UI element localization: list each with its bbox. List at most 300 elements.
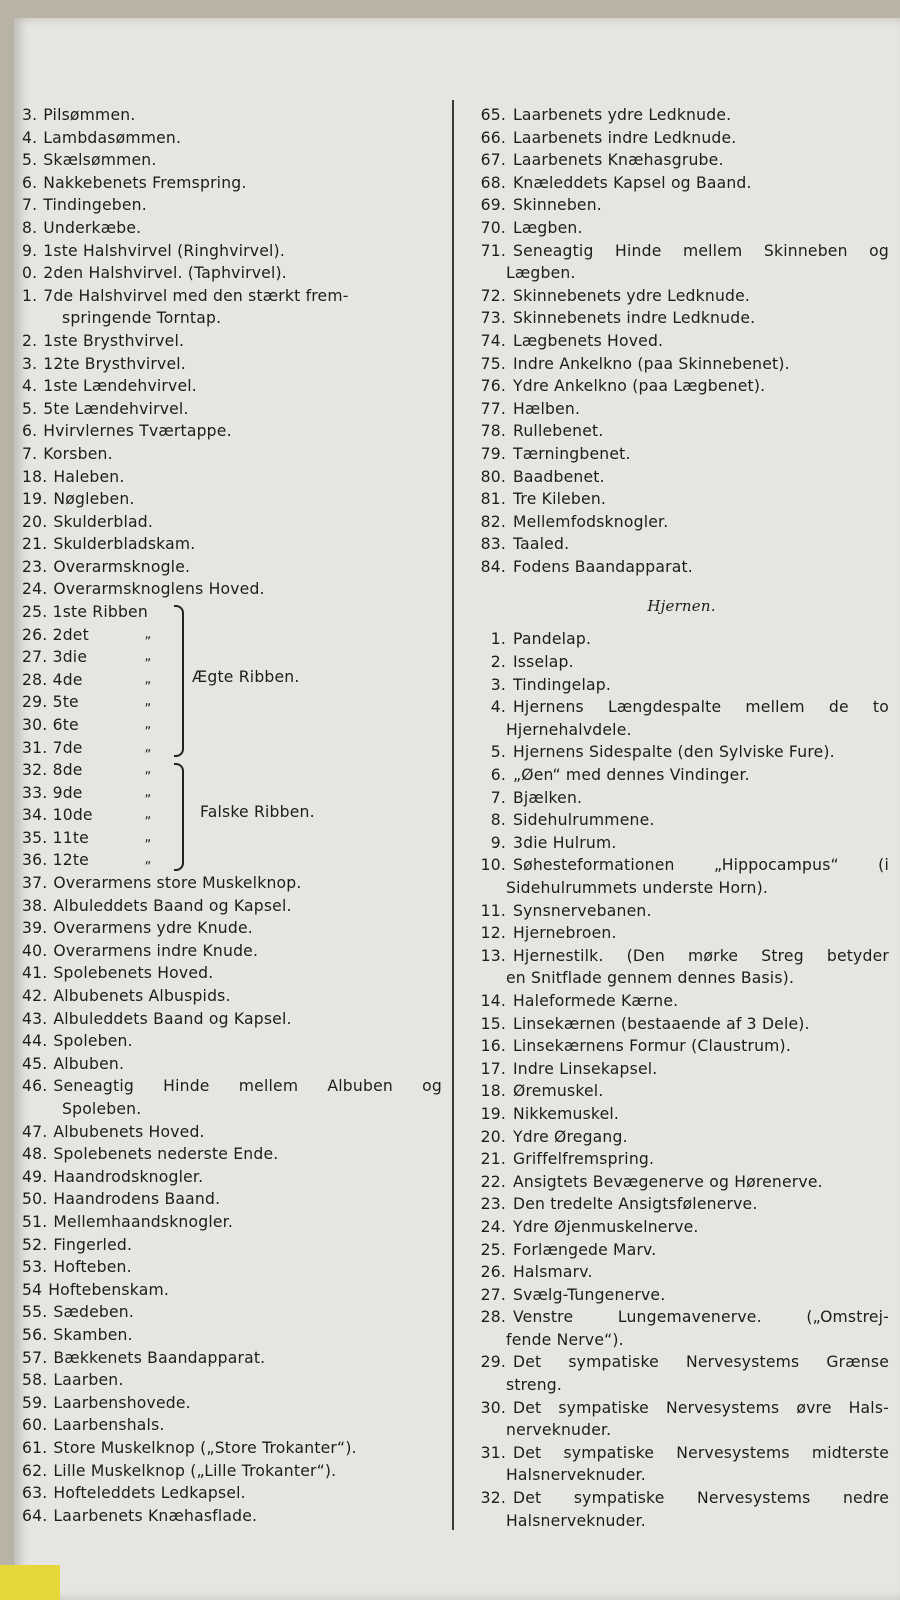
list-item — [22, 556, 442, 579]
item-number: 49. — [22, 1167, 48, 1186]
item-text: Spoleben. — [53, 1032, 133, 1051]
item-number: 52. — [22, 1235, 48, 1254]
item-number: 60. — [22, 1416, 48, 1435]
item-number: 3. — [22, 106, 38, 124]
list-item — [22, 398, 442, 421]
list-item — [22, 1008, 442, 1031]
list-item — [474, 854, 889, 877]
item-number: 5. — [22, 151, 38, 170]
item-number: 29. — [22, 693, 48, 712]
item-text: Halsnerveknuder. — [506, 1511, 646, 1530]
item-number: 4. — [490, 698, 506, 717]
item-text: Skulderbladskam. — [53, 535, 196, 554]
item-text: Lille Muskelknop („Lille Trokanter“). — [53, 1461, 337, 1480]
item-number: 0. — [22, 264, 38, 283]
list-item — [474, 809, 889, 832]
list-item — [474, 832, 889, 855]
item-text: Mellemfodsknogler. — [513, 512, 669, 531]
list-item — [474, 764, 889, 787]
list-item — [474, 262, 889, 285]
item-number: 32. — [480, 1489, 506, 1508]
ditto-mark: „ — [144, 694, 152, 710]
item-text: Det sympatiske Nervesystems Grænse — [513, 1353, 889, 1372]
list-item — [474, 1329, 889, 1352]
item-number: 2. — [22, 331, 38, 350]
list-item — [474, 104, 889, 127]
item-text: 10de — [52, 806, 93, 825]
item-number: 46. — [22, 1077, 48, 1096]
item-number: 83. — [480, 535, 506, 554]
item-text: Skælsømmen. — [43, 151, 157, 170]
item-text: Tindingeben. — [43, 196, 147, 215]
list-item — [474, 240, 889, 263]
item-number: 1. — [22, 286, 38, 305]
list-item — [22, 353, 442, 376]
item-text: 5te Lændehvirvel. — [43, 399, 189, 418]
list-item — [22, 1256, 442, 1279]
item-number: 77. — [480, 399, 506, 418]
item-number: 6. — [22, 422, 38, 441]
rib-label — [22, 849, 118, 872]
list-item — [474, 967, 889, 990]
item-number: 63. — [22, 1484, 48, 1503]
item-text: Albubenets Hoved. — [53, 1122, 205, 1141]
item-text: Skinneben. — [513, 196, 602, 215]
list-item — [22, 1143, 442, 1166]
right-list — [474, 104, 889, 578]
list-item — [474, 1126, 889, 1149]
list-item — [22, 1166, 442, 1189]
ditto-mark: „ — [144, 649, 152, 665]
item-number: 36. — [22, 851, 48, 870]
item-text: Tindingelap. — [513, 675, 612, 694]
ditto-mark: „ — [144, 717, 152, 733]
rib-label — [22, 782, 118, 805]
item-text: Albuben. — [53, 1054, 125, 1073]
list-item — [22, 511, 442, 534]
list-item — [22, 104, 442, 127]
rib-label — [22, 646, 118, 669]
item-number: 41. — [22, 964, 48, 983]
rib-label — [22, 601, 148, 624]
item-text: Haandrodens Baand. — [53, 1190, 221, 1209]
item-text: Store Muskelknop („Store Trokanter“). — [53, 1438, 357, 1457]
background-corner — [0, 1565, 60, 1600]
item-text: Hjernehalvdele. — [506, 720, 632, 739]
list-item — [22, 1053, 442, 1076]
list-item — [474, 877, 889, 900]
item-number: 31. — [480, 1443, 506, 1462]
item-text: Tre Kileben. — [513, 490, 607, 509]
item-text: nerveknuder. — [506, 1421, 612, 1440]
item-number: 5. — [490, 743, 506, 762]
item-number: 74. — [480, 331, 506, 350]
list-item — [22, 127, 442, 150]
item-text: Det sympatiske Nervesystems øvre Hals- — [513, 1398, 889, 1417]
item-text: Hjernens Længdespalte mellem de to — [513, 698, 889, 717]
list-item — [474, 127, 889, 150]
ditto-mark: „ — [144, 626, 152, 642]
item-number: 69. — [480, 196, 506, 215]
item-text: Bækkenets Baandapparat. — [53, 1348, 266, 1367]
list-item — [22, 1482, 442, 1505]
item-text: Seneagtig Hinde mellem Albuben og — [53, 1077, 442, 1096]
item-text: 1ste Brysthvirvel. — [43, 331, 185, 350]
item-text: Overarmens ydre Knude. — [53, 919, 253, 938]
list-item — [474, 719, 889, 742]
list-item — [474, 511, 889, 534]
list-item — [474, 398, 889, 421]
item-text: 8de — [52, 761, 83, 780]
item-text: 11te — [52, 828, 89, 847]
list-item — [22, 1121, 442, 1144]
item-number: 31. — [22, 738, 48, 757]
item-number: 4. — [22, 128, 38, 147]
list-item — [22, 330, 442, 353]
rib-item — [22, 737, 442, 760]
item-number: 66. — [480, 128, 506, 147]
item-number: 55. — [22, 1303, 48, 1322]
item-text: Skamben. — [53, 1325, 133, 1344]
item-text: Spolebenets Hoved. — [53, 964, 214, 983]
list-item — [474, 1103, 889, 1126]
item-text: Venstre Lungemavenerve. („Omstrej- — [513, 1308, 889, 1327]
list-item — [22, 962, 442, 985]
item-number: 71. — [480, 241, 506, 260]
item-text: Overarmens store Muskelknop. — [53, 874, 302, 893]
item-number: 51. — [22, 1212, 48, 1231]
item-text: Det sympatiske Nervesystems midterste — [513, 1443, 889, 1462]
list-item — [22, 1347, 442, 1370]
item-text: Albuleddets Baand og Kapsel. — [53, 896, 292, 915]
item-text: Nakkebenets Fremspring. — [43, 173, 247, 192]
item-text: Sidehulrummene. — [513, 811, 655, 830]
item-text: Skulderblad. — [53, 512, 154, 531]
list-item — [22, 1188, 442, 1211]
item-text: Ydre Øregang. — [513, 1127, 628, 1146]
list-item — [474, 1080, 889, 1103]
list-item — [22, 985, 442, 1008]
false-ribs-brace — [174, 763, 184, 871]
list-item — [474, 1216, 889, 1239]
list-item — [22, 872, 442, 895]
list-item — [22, 420, 442, 443]
list-item — [22, 1505, 442, 1528]
item-number: 58. — [22, 1371, 48, 1390]
item-text: Tærningbenet. — [513, 444, 631, 463]
rib-label — [22, 624, 118, 647]
list-item — [474, 1239, 889, 1262]
list-item — [22, 1369, 442, 1392]
item-number: 50. — [22, 1190, 48, 1209]
item-text: Mellemhaandsknogler. — [53, 1212, 234, 1231]
item-number: 79. — [480, 444, 506, 463]
item-text: 1ste Lændehvirvel. — [43, 377, 197, 396]
ditto-mark: „ — [144, 829, 152, 845]
list-item — [22, 466, 442, 489]
item-text: Lægbenets Hoved. — [513, 331, 664, 350]
item-text: Søhesteformationen „Hippocampus“ (i — [513, 856, 889, 875]
item-text: Laarbenets indre Ledknude. — [513, 128, 737, 147]
item-number: 9. — [22, 241, 38, 260]
item-number: 32. — [22, 761, 48, 780]
true-ribs-label: Ægte Ribben. — [192, 668, 300, 687]
item-text: Fingerled. — [53, 1235, 133, 1254]
item-text: Sidehulrummets underste Horn). — [506, 879, 769, 897]
list-item — [22, 172, 442, 195]
list-item — [474, 900, 889, 923]
item-text: 1ste Halshvirvel (Ringhvirvel). — [43, 241, 285, 260]
item-number: 81. — [480, 490, 506, 509]
item-text: Det sympatiske Nervesystems nedre — [513, 1489, 889, 1508]
item-text: Spoleben. — [62, 1100, 142, 1118]
left-list-top — [22, 104, 442, 601]
item-number: 16. — [480, 1037, 506, 1056]
item-text: Nikkemuskel. — [513, 1104, 620, 1123]
item-number: 8. — [22, 218, 38, 237]
item-number: 5. — [22, 399, 38, 418]
item-text: Svælg-Tungenerve. — [513, 1285, 666, 1304]
list-item — [474, 1284, 889, 1307]
item-number: 43. — [22, 1009, 48, 1028]
item-number: 10. — [480, 856, 506, 875]
rib-label — [22, 714, 118, 737]
item-text: Synsnervebanen. — [513, 901, 652, 920]
item-number: 30. — [480, 1398, 506, 1417]
ditto-mark: „ — [144, 807, 152, 823]
list-item — [474, 1148, 889, 1171]
item-number: 21. — [480, 1150, 506, 1169]
item-number: 44. — [22, 1032, 48, 1051]
item-number: 19. — [22, 490, 48, 509]
rib-label — [22, 669, 118, 692]
list-item — [474, 741, 889, 764]
item-text: Øremuskel. — [513, 1082, 604, 1101]
list-item — [22, 1030, 442, 1053]
item-text: Laarbenets Knæhasgrube. — [513, 151, 724, 170]
item-text: Nøgleben. — [53, 490, 135, 509]
list-item — [22, 194, 442, 217]
item-number: 22. — [480, 1172, 506, 1191]
list-item — [22, 240, 442, 263]
item-text: 12te — [52, 851, 89, 870]
rib-item — [22, 827, 442, 850]
item-text: Overarmsknogle. — [53, 557, 191, 576]
item-number: 18. — [480, 1082, 506, 1101]
item-number: 53. — [22, 1258, 48, 1277]
item-number: 25. — [22, 603, 48, 622]
item-number: 39. — [22, 919, 48, 938]
item-text: Linsekærnen (bestaaende af 3 Dele). — [513, 1014, 810, 1033]
item-text: Laarben. — [53, 1371, 124, 1390]
item-number: 6. — [490, 766, 506, 785]
item-number: 20. — [22, 512, 48, 531]
list-item — [474, 556, 889, 579]
item-number: 4. — [22, 377, 38, 396]
left-list-bottom — [22, 872, 442, 1527]
item-text: Ydre Øjenmuskelnerve. — [513, 1217, 699, 1236]
list-item — [474, 217, 889, 240]
list-item — [22, 1414, 442, 1437]
item-number: 37. — [22, 874, 48, 893]
item-number: 28. — [480, 1308, 506, 1327]
item-text: Lægben. — [513, 218, 583, 237]
item-text: 2den Halshvirvel. (Taphvirvel). — [43, 264, 287, 283]
item-text: Halsnerveknuder. — [506, 1466, 646, 1485]
list-item — [474, 420, 889, 443]
list-item — [474, 696, 889, 719]
item-number: 61. — [22, 1438, 48, 1457]
list-item — [22, 262, 442, 285]
list-item — [474, 1193, 889, 1216]
item-text: „Øen“ med dennes Vindinger. — [513, 766, 750, 785]
item-text: 6te — [52, 716, 79, 735]
list-item — [474, 1419, 889, 1442]
item-number: 67. — [480, 151, 506, 170]
item-text: Hjernens Sidespalte (den Sylviske Fure). — [513, 743, 835, 762]
item-number: 26. — [480, 1263, 506, 1282]
item-text: Isselap. — [513, 653, 574, 672]
item-number: 20. — [480, 1127, 506, 1146]
item-text: fende Nerve“). — [506, 1330, 624, 1349]
item-text: Underkæbe. — [43, 218, 142, 237]
list-item — [474, 285, 889, 308]
list-item — [22, 149, 442, 172]
list-item — [474, 172, 889, 195]
rib-item — [22, 691, 442, 714]
list-item — [474, 307, 889, 330]
item-number: 26. — [22, 625, 48, 644]
item-number: 7. — [22, 196, 38, 215]
rib-label — [22, 737, 118, 760]
list-item — [474, 330, 889, 353]
item-text: Skinnebenets indre Ledknude. — [513, 309, 756, 328]
item-number: 3. — [22, 354, 38, 373]
item-text: Laarbenshals. — [53, 1416, 165, 1435]
item-text: 7de — [52, 738, 83, 757]
item-text: Overarmens indre Knude. — [53, 941, 259, 960]
item-number: 11. — [480, 901, 506, 920]
list-item — [22, 917, 442, 940]
list-item — [22, 1392, 442, 1415]
list-item — [22, 533, 442, 556]
item-number: 76. — [480, 377, 506, 396]
item-text: en Snitflade gennem dennes Basis). — [506, 969, 795, 988]
item-text: Overarmsknoglens Hoved. — [53, 580, 265, 599]
item-text: Forlængede Marv. — [513, 1240, 657, 1259]
item-text: Knæleddets Kapsel og Baand. — [513, 173, 752, 192]
item-number: 17. — [480, 1059, 506, 1078]
item-text: Spolebenets nederste Ende. — [53, 1145, 279, 1164]
true-ribs-brace — [174, 605, 184, 757]
ditto-mark: „ — [144, 784, 152, 800]
item-text: Pandelap. — [513, 630, 592, 649]
item-number: 25. — [480, 1240, 506, 1259]
item-number: 13. — [480, 946, 506, 965]
list-item — [22, 285, 442, 308]
item-text: Laarbenets ydre Ledknude. — [513, 106, 732, 124]
list-item — [474, 353, 889, 376]
item-number: 42. — [22, 987, 48, 1006]
item-text: 7de Halshvirvel med den stærkt frem- — [43, 286, 349, 305]
item-number: 3. — [490, 675, 506, 694]
rib-item — [22, 759, 442, 782]
list-item — [22, 488, 442, 511]
item-number: 1. — [490, 630, 506, 649]
item-text: Lægben. — [506, 264, 576, 283]
list-item — [474, 1510, 889, 1533]
ditto-mark — [118, 601, 178, 624]
item-number: 34. — [22, 806, 48, 825]
list-item — [474, 1397, 889, 1420]
item-number: 30. — [22, 716, 48, 735]
item-text: Hofteben. — [53, 1258, 132, 1277]
item-text: 3die — [52, 648, 88, 667]
item-number: 72. — [480, 286, 506, 305]
list-item — [474, 443, 889, 466]
rib-item — [22, 646, 442, 669]
item-number: 7. — [490, 788, 506, 807]
item-text: Albuleddets Baand og Kapsel. — [53, 1009, 292, 1028]
item-text: Rullebenet. — [513, 422, 604, 441]
item-number: 18. — [22, 467, 48, 486]
rib-label — [22, 804, 118, 827]
item-text: Hælben. — [513, 399, 581, 418]
item-text: 4de — [52, 670, 83, 689]
list-item — [22, 1075, 442, 1098]
list-item — [474, 945, 889, 968]
section-title-hjernen: Hjernen. — [647, 597, 716, 616]
item-number: 64. — [22, 1506, 48, 1525]
item-text: 12te Brysthvirvel. — [43, 354, 186, 373]
item-text: Haleformede Kærne. — [513, 991, 679, 1010]
list-item — [22, 1279, 442, 1302]
rib-label — [22, 827, 118, 850]
item-number: 59. — [22, 1393, 48, 1412]
list-item — [22, 895, 442, 918]
item-text: Hvirvlernes Tværtappe. — [43, 422, 232, 441]
item-text: Ydre Ankelkno (paa Lægbenet). — [513, 377, 766, 396]
item-number: 27. — [480, 1285, 506, 1304]
rib-label — [22, 759, 118, 782]
brain-list — [474, 628, 889, 1532]
item-text: Haleben. — [53, 467, 125, 486]
item-text: Hjernestilk. (Den mørke Streg betyder — [513, 946, 889, 965]
list-item — [22, 307, 442, 330]
item-number: 27. — [22, 648, 48, 667]
item-number: 24. — [480, 1217, 506, 1236]
list-item — [22, 1437, 442, 1460]
list-item — [474, 1306, 889, 1329]
item-number: 82. — [480, 512, 506, 531]
item-text: Laarbenets Knæhasflade. — [53, 1506, 258, 1525]
item-text: Baadbenet. — [513, 467, 605, 486]
item-number: 9. — [490, 833, 506, 852]
item-text: 3die Hulrum. — [513, 833, 617, 852]
item-text: Haandrodsknogler. — [53, 1167, 204, 1186]
item-text: Korsben. — [43, 444, 113, 463]
ditto-mark: „ — [144, 762, 152, 778]
list-item — [474, 1058, 889, 1081]
ditto-mark: „ — [144, 739, 152, 755]
item-text: Bjælken. — [513, 788, 583, 807]
list-item — [22, 375, 442, 398]
item-number: 14. — [480, 991, 506, 1010]
column-divider — [452, 100, 454, 1530]
item-text: Pilsømmen. — [43, 106, 136, 124]
list-item — [474, 1171, 889, 1194]
list-item — [474, 375, 889, 398]
